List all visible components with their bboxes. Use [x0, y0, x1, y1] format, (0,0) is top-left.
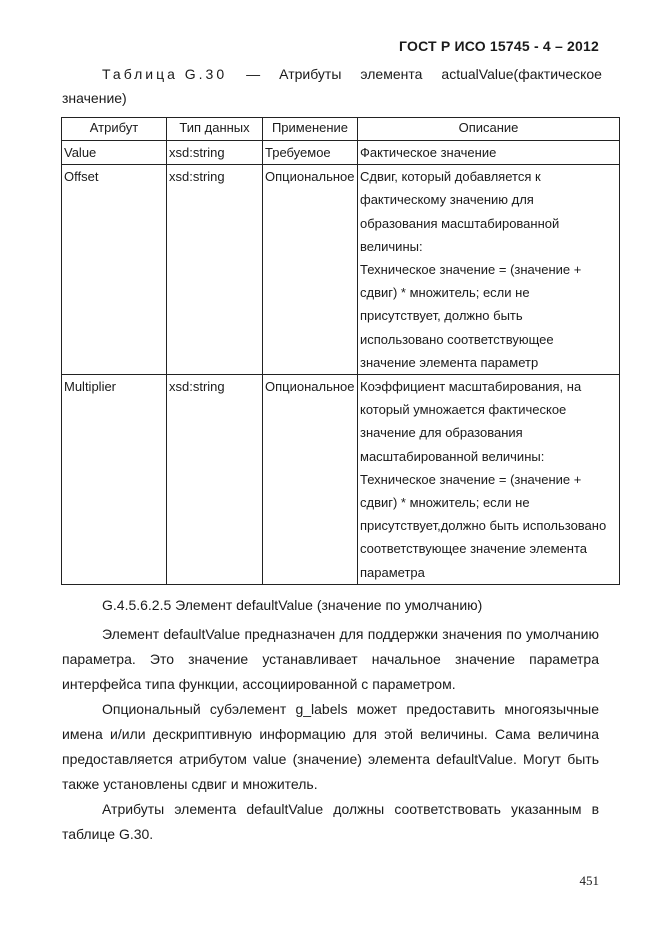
caption-word-1: Атрибуты	[279, 66, 342, 82]
desc-line: присутствует,должно быть использовано	[360, 518, 607, 534]
desc-line: присутствует, должно быть	[360, 308, 523, 324]
table-row	[62, 375, 620, 585]
caption-line-1	[62, 62, 602, 86]
attributes-table	[61, 117, 620, 585]
cell-attribute: Multiplier	[62, 375, 167, 585]
cell-description	[358, 165, 620, 375]
caption-word-2: элемента	[360, 66, 423, 82]
cell-type: xsd:string	[167, 141, 263, 165]
desc-line: Техническое значение = (значение +	[360, 471, 582, 487]
table-row	[62, 165, 620, 375]
cell-type: xsd:string	[167, 375, 263, 585]
cell-usage: Опциональное	[263, 375, 358, 585]
desc-line: который умножается фактическое	[360, 402, 567, 418]
desc-line: использовано соответствующее	[360, 331, 554, 347]
desc-line: сдвиг) * множитель; если не	[360, 285, 530, 301]
desc-line: образования масштабированной	[360, 215, 560, 231]
table-row	[62, 141, 620, 165]
desc-line: Фактическое значение	[360, 145, 497, 160]
desc-line: Техническое значение = (значение +	[360, 262, 582, 278]
table-caption	[62, 62, 602, 110]
desc-line: масштабированной величины:	[360, 448, 545, 464]
desc-line: фактическому значению для	[360, 192, 534, 208]
paragraph-1: Элемент defaultValue предназначен для поддержки значения по умолчанию параметра. Это значение устанавливает начальное значение параметра интерфейса типа функции, ассоциированной с параметром.	[62, 626, 599, 692]
paragraph-2: Опциональный субэлемент g_labels может предоставить многоязычные имена и/или дескриптивную информацию для этой величины. Сама величина предоставляется атрибутом value (значение) элемента defaultValue. Могут быть также установлены сдвиг и множитель.	[62, 701, 599, 792]
page-number: 451	[579, 873, 599, 888]
cell-usage: Опциональное	[263, 165, 358, 375]
header-data-type: Тип данных	[167, 118, 263, 141]
standard-header: ГОСТ Р ИСО 15745 - 4 – 2012	[399, 38, 599, 54]
desc-line: величины:	[360, 238, 423, 254]
section-heading: G.4.5.6.2.5 Элемент defaultValue (значение по умолчанию)	[102, 597, 483, 613]
caption-word-3: actualValue(фактическое	[441, 66, 602, 82]
caption-label: Таблица G.30	[102, 66, 228, 82]
caption-line-2: значение)	[62, 90, 127, 106]
desc-line: Сдвиг, который добавляется к	[360, 169, 541, 185]
cell-usage: Требуемое	[263, 141, 358, 165]
header-attribute: Атрибут	[62, 118, 167, 141]
desc-line: значение элемента параметр	[360, 354, 539, 370]
desc-line: значение для образования	[360, 425, 523, 441]
table-header-row	[62, 118, 620, 141]
cell-description	[358, 141, 620, 165]
desc-line: параметра	[360, 564, 425, 580]
desc-line: соответствующее значение элемента	[360, 541, 588, 557]
cell-type: xsd:string	[167, 165, 263, 375]
cell-attribute: Offset	[62, 165, 167, 375]
desc-line: Коэффициент масштабирования, на	[360, 379, 582, 395]
header-usage: Применение	[263, 118, 358, 141]
desc-line: сдвиг) * множитель; если не	[360, 495, 530, 511]
paragraph-3: Атрибуты элемента defaultValue должны соответствовать указанным в таблице G.30.	[62, 801, 599, 842]
caption-dash: —	[246, 66, 261, 82]
cell-attribute: Value	[62, 141, 167, 165]
header-description: Описание	[358, 118, 620, 141]
cell-description	[358, 375, 620, 585]
